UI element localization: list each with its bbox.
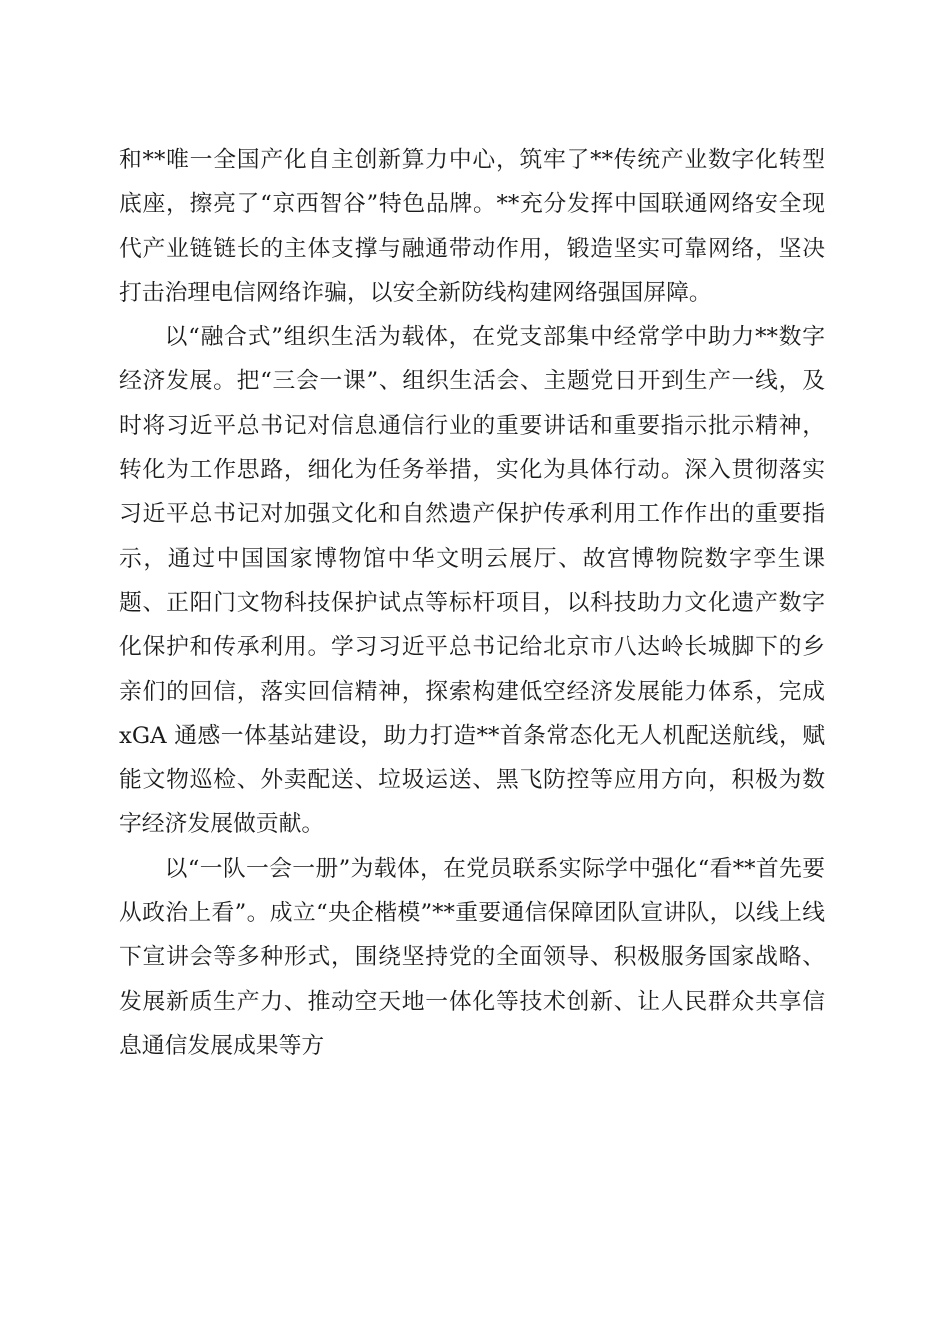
paragraph-3: 以“一队一会一册”为载体，在党员联系实际学中强化“看**首先要从政治上看”。成立“央企楷模”**重要通信保障团队宣讲队，以线上线下宣讲会等多种形式，围绕坚持党的全面领导、积极服务国家战略、发展新质生产力、推动空天地一体化等技术创新、让人民群众共享信息通信发展成果等方 xyxy=(119,855,825,1059)
paragraph-2: 以“融合式”组织生活为载体，在党支部集中经常学中助力**数字经济发展。把“三会一课”、组织生活会、主题党日开到生产一线，及时将习近平总书记对信息通信行业的重要讲话和重要指示批示精神，转化为工作思路，细化为任务举措，实化为具体行动。深入贯彻落实习近平总书记对加强文化和自然遗产保护传承利用工作作出的重要指示，通过中国国家博物馆中华文明云展厅、故宫博物院数字孪生课题、正阳门文物科技保护试点等标杆项目，以科技助力文化遗产数字化保护和传承利用。学习习近平总书记给北京市八达岭长城脚下的乡亲们的回信，落实回信精神，探索构建低空经济发展能力体系，完成 xGA 通感一体基站建设，助力打造**首条常态化无人机配送航线，赋能文物巡检、外卖配送、垃圾运送、黑飞防控等应用方向，积极为数字经济发展做贡献。 xyxy=(119,324,825,838)
paragraph-1: 和**唯一全国产化自主创新算力中心，筑牢了**传统产业数字化转型底座，擦亮了“京西智谷”特色品牌。**充分发挥中国联通网络安全现代产业链链长的主体支撑与融通带动作用，锻造坚实可靠网络，坚决打击治理电信网络诈骗，以安全新防线构建网络强国屏障。 xyxy=(119,147,825,306)
document-body xyxy=(119,138,825,1068)
